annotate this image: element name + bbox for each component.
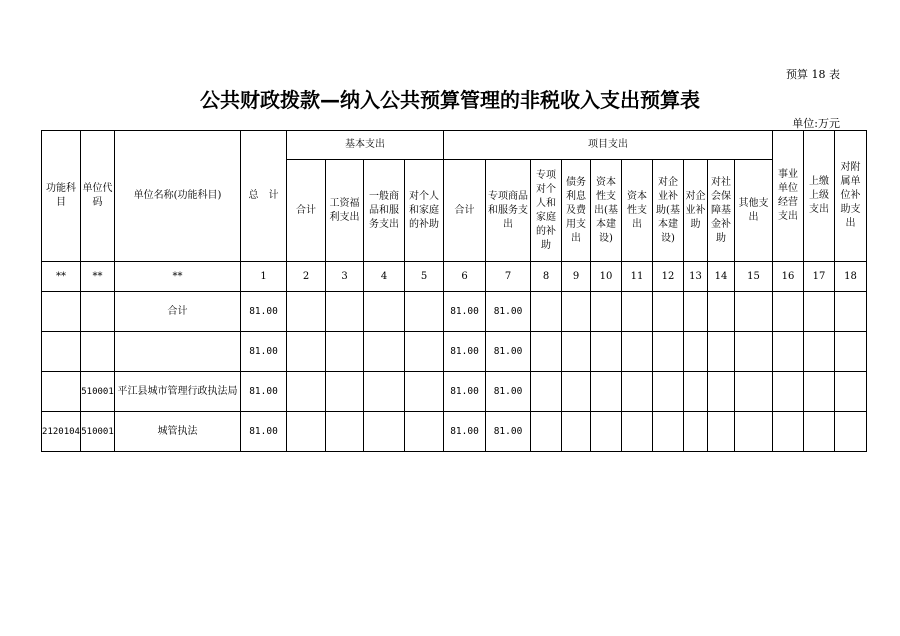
header-capital-basic: 资本性支出(基本建设) xyxy=(591,160,622,262)
unit-code-cell: 510001 xyxy=(81,412,115,452)
budget-table xyxy=(41,130,867,452)
index-cell: 14 xyxy=(708,262,735,292)
header-special-personal: 专项对个人和家庭的补助 xyxy=(531,160,562,262)
special-goods-cell: 81.00 xyxy=(486,412,531,452)
project-sum-cell: 81.00 xyxy=(444,412,486,452)
index-cell: 4 xyxy=(364,262,405,292)
project-sum-cell: 81.00 xyxy=(444,292,486,332)
special-goods-cell: 81.00 xyxy=(486,292,531,332)
header-goods: 一般商品和服务支出 xyxy=(364,160,405,262)
index-cell: 5 xyxy=(405,262,444,292)
unit-label: 单位:万元 xyxy=(792,117,840,130)
header-special-goods: 专项商品和服务支出 xyxy=(486,160,531,262)
header-enterprise-basic: 对企业补助(基本建设) xyxy=(653,160,684,262)
header-enterprise: 对企业补助 xyxy=(684,160,708,262)
form-number: 预算 18 表 xyxy=(786,68,840,81)
func-subject-cell xyxy=(42,332,81,372)
special-goods-cell: 81.00 xyxy=(486,372,531,412)
index-cell: 15 xyxy=(735,262,773,292)
header-unit-name: 单位名称(功能科目) xyxy=(115,131,241,262)
header-project-expenditure: 项目支出 xyxy=(444,131,773,160)
table-row xyxy=(42,332,867,372)
index-cell: 10 xyxy=(591,262,622,292)
header-total: 总 计 xyxy=(241,131,287,262)
unit-code-cell xyxy=(81,332,115,372)
header-debt: 债务利息及费用支出 xyxy=(562,160,591,262)
table-row xyxy=(42,412,867,452)
unit-code-cell xyxy=(81,292,115,332)
index-cell: 18 xyxy=(835,262,867,292)
func-subject-cell xyxy=(42,372,81,412)
project-sum-cell: 81.00 xyxy=(444,332,486,372)
index-cell: 3 xyxy=(326,262,364,292)
index-cell: ** xyxy=(115,262,241,292)
func-subject-cell xyxy=(42,292,81,332)
header-basic-expenditure: 基本支出 xyxy=(287,131,444,160)
header-social: 对社会保障基金补助 xyxy=(708,160,735,262)
header-capital: 资本性支出 xyxy=(622,160,653,262)
page-title: 公共财政拨款—纳入公共预算管理的非税收入支出预算表 xyxy=(200,88,700,112)
func-subject-cell: 2120104 xyxy=(42,412,81,452)
header-basic-sum: 合计 xyxy=(287,160,326,262)
index-cell: 16 xyxy=(773,262,804,292)
unit-name-cell: 平江县城市管理行政执法局 xyxy=(115,372,241,412)
index-cell: 17 xyxy=(804,262,835,292)
header-unit-code: 单位代码 xyxy=(81,131,115,262)
unit-name-cell: 合计 xyxy=(115,292,241,332)
index-cell: 6 xyxy=(444,262,486,292)
header-personal: 对个人和家庭的补助 xyxy=(405,160,444,262)
unit-code-cell: 510001 xyxy=(81,372,115,412)
header-upper: 上缴上级支出 xyxy=(804,131,835,262)
index-cell: 9 xyxy=(562,262,591,292)
index-cell: 13 xyxy=(684,262,708,292)
header-affiliate: 对附属单位补助支出 xyxy=(835,131,867,262)
total-cell: 81.00 xyxy=(241,332,287,372)
header-other: 其他支出 xyxy=(735,160,773,262)
index-cell: 2 xyxy=(287,262,326,292)
index-cell: 7 xyxy=(486,262,531,292)
index-cell: ** xyxy=(42,262,81,292)
index-cell: 8 xyxy=(531,262,562,292)
unit-name-cell: 城管执法 xyxy=(115,412,241,452)
index-row xyxy=(42,262,867,292)
header-wages: 工资福利支出 xyxy=(326,160,364,262)
total-cell: 81.00 xyxy=(241,372,287,412)
project-sum-cell: 81.00 xyxy=(444,372,486,412)
total-cell: 81.00 xyxy=(241,412,287,452)
index-cell: 11 xyxy=(622,262,653,292)
header-project-sum: 合计 xyxy=(444,160,486,262)
total-cell: 81.00 xyxy=(241,292,287,332)
index-cell: ** xyxy=(81,262,115,292)
table-row xyxy=(42,372,867,412)
index-cell: 12 xyxy=(653,262,684,292)
unit-name-cell xyxy=(115,332,241,372)
index-cell: 1 xyxy=(241,262,287,292)
special-goods-cell: 81.00 xyxy=(486,332,531,372)
header-business: 事业单位经营支出 xyxy=(773,131,804,262)
header-func-subject: 功能科目 xyxy=(42,131,81,262)
table-row xyxy=(42,292,867,332)
